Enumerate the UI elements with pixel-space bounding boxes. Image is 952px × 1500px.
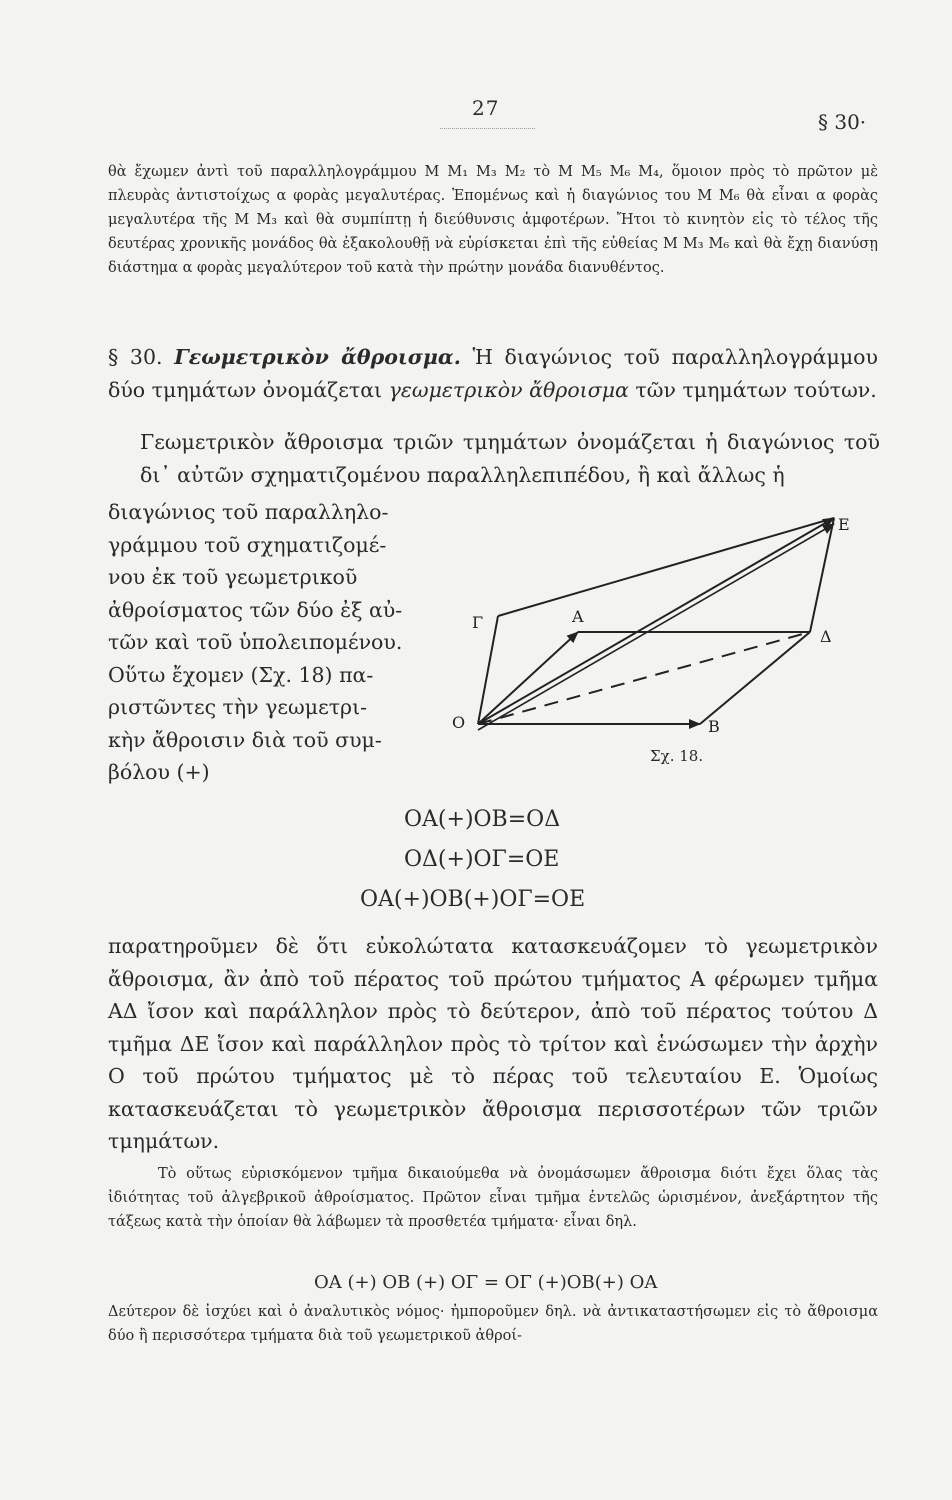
text-line: γράμμου τοῦ σχηματιζομέ- — [108, 532, 387, 557]
section-text-before: Ἡ διαγώνιος τοῦ παραλληλογράμμου δύο τμημάτων ὀνομάζεται — [108, 345, 878, 402]
paragraph-properties: Τὸ οὕτως εὑρισκόμενον τμῆμα δικαιούμεθα νὰ ὀνομάσωμεν ἄθροισμα διότι ἔχει ὅλας τὰς ἰδιότητας τοῦ ἀλγεβρικοῦ ἀθροίσματος. Πρῶτον εἶναι τμῆμα ἐντελῶς ὡρισμένον, ἀνεξάρτητον τῆς τάξεως κατὰ τὴν ὁποίαν θὰ λάβωμεν τὰ προσθετέα τμήματα· εἶναι δηλ. — [108, 1166, 878, 1230]
segment-BD — [700, 632, 810, 724]
text-line: τῶν καὶ τοῦ ὑπολειπομένου. — [108, 630, 403, 654]
paragraph-three-segments: Γεωμετρικὸν ἄθροισμα τριῶν τμημάτων ὀνομάζεται ἡ διαγώνιος τοῦ δι᾽ αὐτῶν σχηματιζομένου παραλληλεπιπέδου, ἢ καὶ ἄλλως ἡ — [140, 430, 880, 487]
text-line: νου ἐκ τοῦ γεωμετρικοῦ — [108, 565, 358, 589]
vector-OE-second — [478, 524, 834, 730]
paragraph-construction: παρατηροῦμεν δὲ ὅτι εὐκολώτατα κατασκευάζομεν τὸ γεωμετρικὸν ἄθροισμα, ἂν ἀπὸ τοῦ πέρατος τοῦ πρώτου τμήματος Α φέρωμεν τμῆμα ΑΔ ἴσον καὶ παράλληλον πρὸς τὸ δεύτερον, ἀπὸ τοῦ πέρατος τούτου Δ τμῆμα ΔΕ ἴσον καὶ παράλληλον πρὸς τὸ τρίτον καὶ ἑνώσωμεν τὴν ἀρχὴν Ο τοῦ πρώτου τμήματος μὲ τὸ πέρας τοῦ τελευταίου Ε. Ὁμοίως κατασκευάζεται τὸ γεωμετρικὸν ἄθροισμα περισσοτέρων τῶν τριῶν τμημάτων. — [108, 934, 878, 1153]
section-reference: § 30· — [818, 110, 867, 134]
label-D: Δ — [820, 627, 832, 646]
text-line: κὴν ἄθροισιν διὰ τοῦ συμ- — [108, 727, 382, 752]
page-number: 27 — [472, 96, 500, 120]
text-line: Οὕτω ἔχομεν (Σχ. 18) πα- — [108, 662, 374, 687]
section-title: Γεωμετρικὸν ἄθροισμα. — [174, 345, 461, 369]
label-E: E — [838, 515, 850, 534]
page-number-rule — [440, 128, 535, 129]
commutative-equation: ΟΑ (+) ΟΒ (+) ΟΓ = ΟΓ (+)ΟΒ(+) ΟΑ — [314, 1272, 658, 1293]
section-emphasis-term: γεωμετρικὸν ἄθροισμα — [388, 377, 629, 402]
paragraph-beside-figure — [108, 496, 438, 789]
vector-sum-figure — [446, 500, 866, 780]
section-30-paragraph — [108, 341, 878, 406]
vector-OE — [478, 518, 834, 724]
equation: ΟΔ(+)ΟΓ=ΟΕ — [404, 847, 560, 872]
section-number: § 30. — [108, 345, 163, 369]
label-A: A — [572, 607, 584, 626]
text-line: διαγώνιος τοῦ παραλληλο- — [108, 500, 389, 524]
equations-block — [330, 800, 680, 920]
paragraph-previous-section: θὰ ἔχωμεν ἀντὶ τοῦ παραλληλογράμμου Μ Μ₁ Μ₃ Μ₂ τὸ Μ Μ₅ Μ₆ Μ₄, ὅμοιον πρὸς τὸ πρῶτον μὲ πλευρὰς ἀντιστοίχως α φορὰς μεγαλυτέρας. Ἑπομένως καὶ ἡ διαγώνιος του Μ Μ₆ θὰ εἶναι α φορὰς μεγαλυτέρα τῆς Μ Μ₃ καὶ θὰ συμπίπτῃ ἡ διεύθυνσις ἀμφοτέρων. Ἤτοι τὸ κινητὸν εἰς τὸ τέλος τῆς δευτέρας χρονικῆς μονάδος θὰ ἐξακολουθῇ νὰ εὑρίσκεται ἐπὶ τῆς εὐθείας Μ Μ₃ Μ₆ καὶ θὰ ἔχῃ διανύσῃ διάστημα α φορὰς μεγαλύτερον τοῦ κατὰ τὴν πρώτην μονάδα διανυθέντος. — [108, 164, 878, 276]
section-text-after: τῶν τμημάτων τούτων. — [635, 377, 877, 402]
text-line: ριστῶντες τὴν γεωμετρι- — [108, 695, 368, 719]
equation: ΟΑ(+)ΟΒ(+)ΟΓ=ΟΕ — [360, 887, 586, 912]
text-line: βόλου (+) — [108, 760, 210, 784]
equation: ΟΑ(+)ΟΒ=ΟΔ — [404, 807, 561, 832]
label-G: Γ — [472, 613, 484, 632]
paragraph-associative: Δεύτερον δὲ ἰσχύει καὶ ὁ ἀναλυτικὸς νόμος· ἠμποροῦμεν δηλ. νὰ ἀντικαταστήσωμεν εἰς τὸ ἄθροισμα δύο ἢ περισσότερα τμήματα διὰ τοῦ γεωμετρικοῦ ἀθροί- — [108, 1304, 878, 1344]
label-O: O — [452, 713, 466, 732]
segment-GE — [498, 518, 834, 616]
text-line: ἀθροίσματος τῶν δύο ἐξ αὐ- — [108, 597, 403, 622]
figure-caption: Σχ. 18. — [650, 747, 704, 765]
label-B: B — [708, 717, 720, 736]
